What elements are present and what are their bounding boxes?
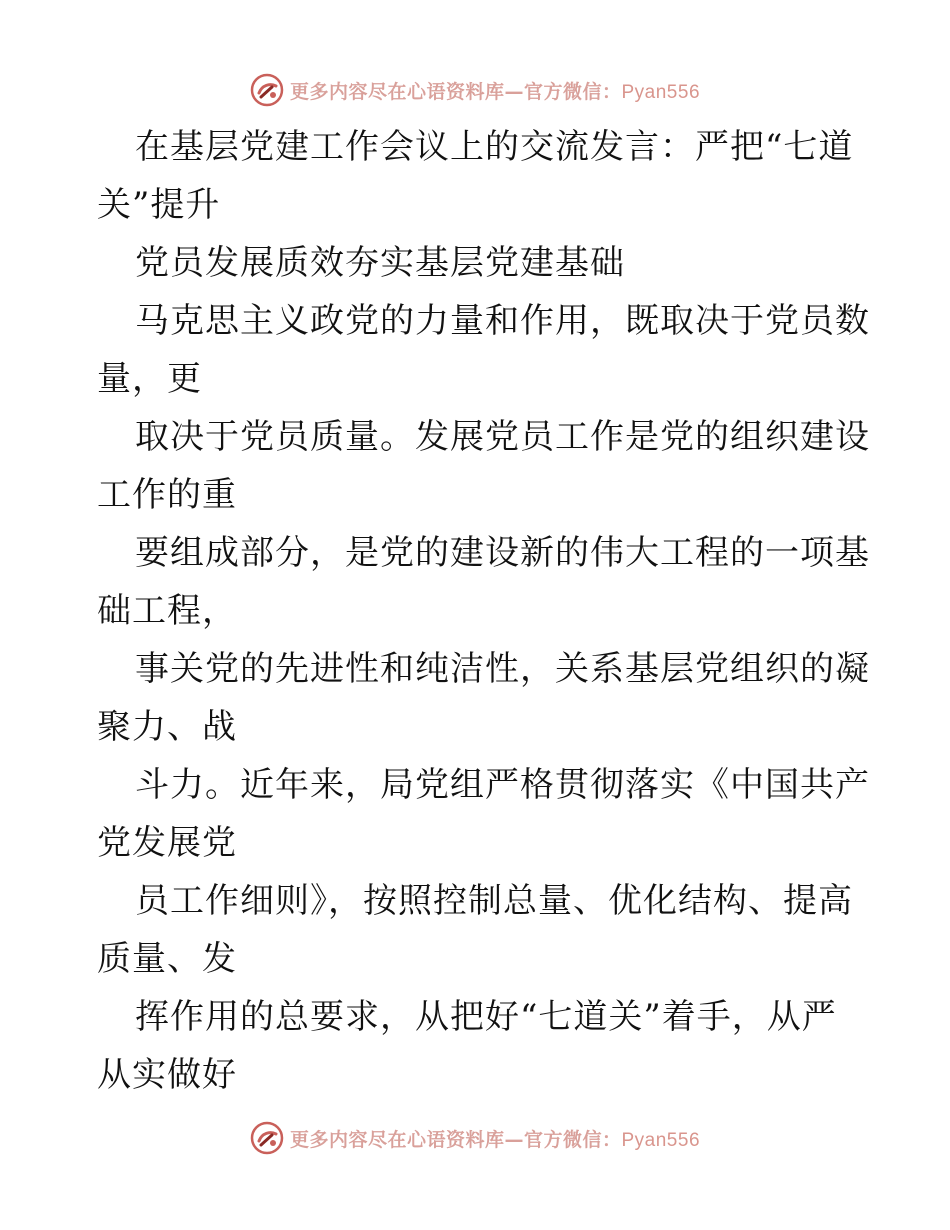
document-line: 党员发展质效夯实基层党建基础 bbox=[135, 243, 625, 283]
header-banner-text bbox=[290, 77, 700, 104]
document-line: 马克思主义政党的力量和作用，既取决于党员数 bbox=[135, 301, 870, 341]
document-line: 从实做好 bbox=[97, 1055, 237, 1095]
footer-banner-wechat-id: Pyan556 bbox=[621, 1129, 701, 1151]
document-line: 挥作用的总要求，从把好“七道关”着手，从严 bbox=[135, 997, 837, 1037]
document-line: 事关党的先进性和纯洁性，关系基层党组织的凝 bbox=[135, 649, 870, 689]
document-line: 量，更 bbox=[97, 359, 202, 399]
document-line: 取决于党员质量。发展党员工作是党的组织建设 bbox=[135, 417, 870, 457]
header-banner-wechat-id: Pyan556 bbox=[621, 81, 701, 103]
document-line: 质量、发 bbox=[97, 939, 237, 979]
document-line: 关”提升 bbox=[97, 185, 221, 225]
document-line: 斗力。近年来，局党组严格贯彻落实《中国共产 bbox=[135, 765, 870, 805]
reading-hand-logo-icon bbox=[250, 73, 284, 107]
document-line: 工作的重 bbox=[97, 475, 237, 515]
footer-banner bbox=[0, 1118, 950, 1158]
document-line: 要组成部分，是党的建设新的伟大工程的一项基 bbox=[135, 533, 870, 573]
document-line: 础工程， bbox=[97, 591, 237, 631]
footer-banner-label: 更多内容尽在心语资料库—官方微信： bbox=[289, 1128, 622, 1151]
header-banner-label: 更多内容尽在心语资料库—官方微信： bbox=[289, 80, 622, 103]
footer-banner-text bbox=[290, 1125, 700, 1152]
document-line: 在基层党建工作会议上的交流发言：严把“七道 bbox=[135, 127, 854, 167]
document-body bbox=[97, 118, 870, 1104]
reading-hand-logo-icon bbox=[250, 1121, 284, 1155]
header-banner bbox=[0, 70, 950, 110]
document-line: 聚力、战 bbox=[97, 707, 237, 747]
document-line: 党发展党 bbox=[97, 823, 237, 863]
document-line: 员工作细则》，按照控制总量、优化结构、提高 bbox=[135, 881, 853, 921]
